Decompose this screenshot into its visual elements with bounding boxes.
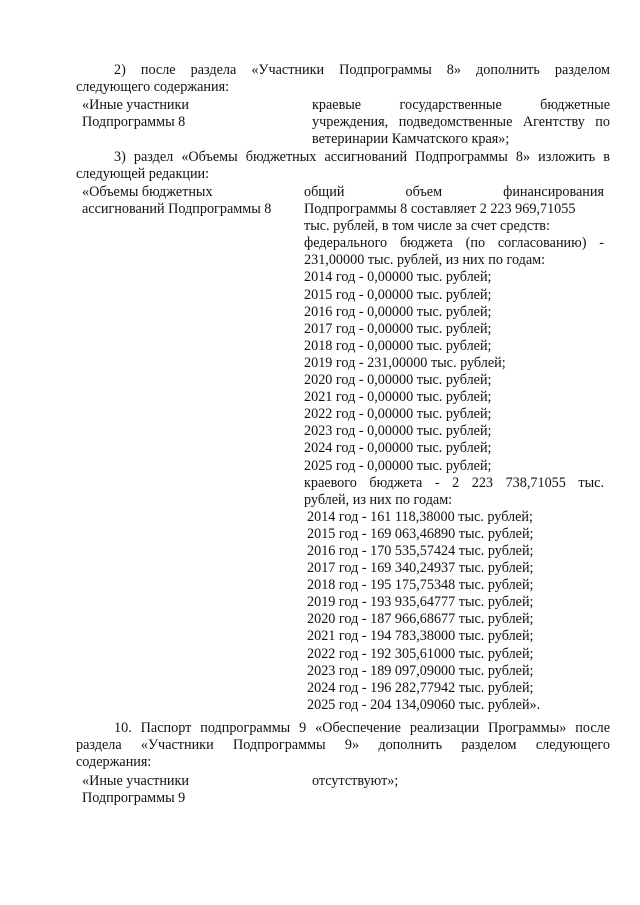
- other-participants-9-value: отсутствуют»;: [312, 773, 399, 789]
- federal-year-row: 2022 год - 0,00000 тыс. рублей;: [304, 406, 492, 423]
- federal-year-row: 2021 год - 0,00000 тыс. рублей;: [304, 389, 492, 406]
- budget-allocations-value: общий объем финансирования Подпрограммы 8 составляет 2 223 969,71055 тыс. рублей, в том числе за счет средств: федерального бюджета (по согласованию) - 231,00000 тыс. рублей, из них по годам: 2014 год - 0,00000 тыс. рублей; 2015 год - 0,00000 тыс. рублей; 2016 год - 0,00000 тыс. рублей; 2017 год - 0,00000 тыс. рублей; 2018 год - 0,00000 тыс. рублей; 2019 год - 231,00000 тыс. рублей; 2020 год - 0,00000 тыс. рублей; 2021 год - 0,00000 тыс. рублей; 2022 год - 0,00000 тыс. рублей; 2023 год - 0,00000 тыс. рублей; 2024 год - 0,00000 тыс. рублей; 2025 год - 0,00000 тыс. рублей; краевого бюджета - 2 223 738,71055 тыс. рублей, из них по годам: 2014 год - 161 118,38000 тыс. рублей; 2015 год - 169 063,46890 тыс. рублей; 2016 год - 170 535,57424 тыс. рублей; 2017 год - 169 340,24937 тыс. рублей; 2018 год - 195 175,75348 тыс. рублей; 2019 год - 193 935,64777 тыс. рублей; 2020 год - 187 966,68677 тыс. рублей; 2021 год - 194 783,38000 тыс. рублей; 2022 год - 192 305,61000 тыс. рублей; 2023 год - 189 097,09000 тыс. рублей; 2024 год - 196 282,77942 тыс. рублей; 2025 год - 204 134,09060 тыс. рублей».: [304, 184, 604, 713]
- regional-year-row: 2022 год - 192 305,61000 тыс. рублей;: [307, 645, 534, 662]
- federal-year-row: 2023 год - 0,00000 тыс. рублей;: [304, 423, 492, 440]
- regional-year-row: 2016 год - 170 535,57424 тыс. рублей;: [307, 542, 534, 559]
- other-participants-8-label: «Иные участники Подпрограммы 8: [82, 97, 190, 131]
- item-10-line-2: раздела «Участники Подпрограммы 9» дополнить разделом следующего: [76, 737, 610, 754]
- federal-year-row: 2014 год - 0,00000 тыс. рублей;: [304, 269, 492, 286]
- item-2-line-1: 2) после раздела «Участники Подпрограммы 8» дополнить разделом: [114, 62, 610, 78]
- regional-year-row: 2017 год - 169 340,24937 тыс. рублей;: [307, 560, 534, 577]
- regional-year-row: 2020 год - 187 966,68677 тыс. рублей;: [307, 611, 534, 628]
- regional-year-row: 2018 год - 195 175,75348 тыс. рублей;: [307, 577, 534, 594]
- regional-year-row: 2023 год - 189 097,09000 тыс. рублей;: [307, 662, 534, 679]
- federal-year-row: 2025 год - 0,00000 тыс. рублей;: [304, 457, 492, 474]
- other-participants-8-value: краевые государственные бюджетные учреждения, подведомственные Агентству по ветеринарии Камчатского края»;: [312, 97, 610, 148]
- federal-years-list: [304, 269, 604, 474]
- federal-budget-line: федерального бюджета (по согласованию) -: [304, 235, 604, 252]
- regional-year-row: 2021 год - 194 783,38000 тыс. рублей;: [307, 628, 534, 645]
- item-10-paragraph: [76, 720, 610, 771]
- federal-year-row: 2019 год - 231,00000 тыс. рублей;: [304, 354, 506, 371]
- regional-year-row: 2024 год - 196 282,77942 тыс. рублей;: [307, 679, 534, 696]
- federal-year-row: 2016 год - 0,00000 тыс. рублей;: [304, 303, 492, 320]
- other-participants-9-label: «Иные участники Подпрограммы 9: [82, 773, 190, 807]
- regional-year-row: 2019 год - 193 935,64777 тыс. рублей;: [307, 594, 534, 611]
- item-3-line-2: следующей редакции:: [76, 166, 210, 183]
- item-2-line-2: следующего содержания:: [76, 79, 230, 96]
- regional-year-row: 2015 год - 169 063,46890 тыс. рублей;: [307, 525, 534, 542]
- regional-budget-line: краевого бюджета - 2 223 738,71055 тыс.: [304, 474, 604, 491]
- regional-years-list: [304, 509, 604, 714]
- budget-allocations-label: «Объемы бюджетных ассигнований Подпрограммы 8: [82, 184, 272, 218]
- federal-year-row: 2018 год - 0,00000 тыс. рублей;: [304, 337, 492, 354]
- item-10-line-1: 10. Паспорт подпрограммы 9 «Обеспечение реализации Программы» после: [114, 720, 610, 736]
- item-10-line-3: содержания:: [76, 754, 152, 771]
- federal-year-row: 2024 год - 0,00000 тыс. рублей;: [304, 440, 492, 457]
- total-funding-line: общий объем финансирования: [304, 184, 604, 200]
- regional-year-row: 2014 год - 161 118,38000 тыс. рублей;: [307, 508, 533, 525]
- federal-year-row: 2020 год - 0,00000 тыс. рублей;: [304, 372, 492, 389]
- federal-year-row: 2017 год - 0,00000 тыс. рублей;: [304, 320, 492, 337]
- regional-year-row: 2025 год - 204 134,09060 тыс. рублей».: [307, 696, 541, 713]
- total-amount-line: Подпрограммы 8 составляет 2 223 969,71055: [304, 201, 576, 218]
- item-2-paragraph: [76, 62, 610, 96]
- federal-year-row: 2015 год - 0,00000 тыс. рублей;: [304, 286, 492, 303]
- item-3-paragraph: [76, 149, 610, 183]
- item-3-line-1: 3) раздел «Объемы бюджетных ассигнований Подпрограммы 8» изложить в: [114, 149, 610, 165]
